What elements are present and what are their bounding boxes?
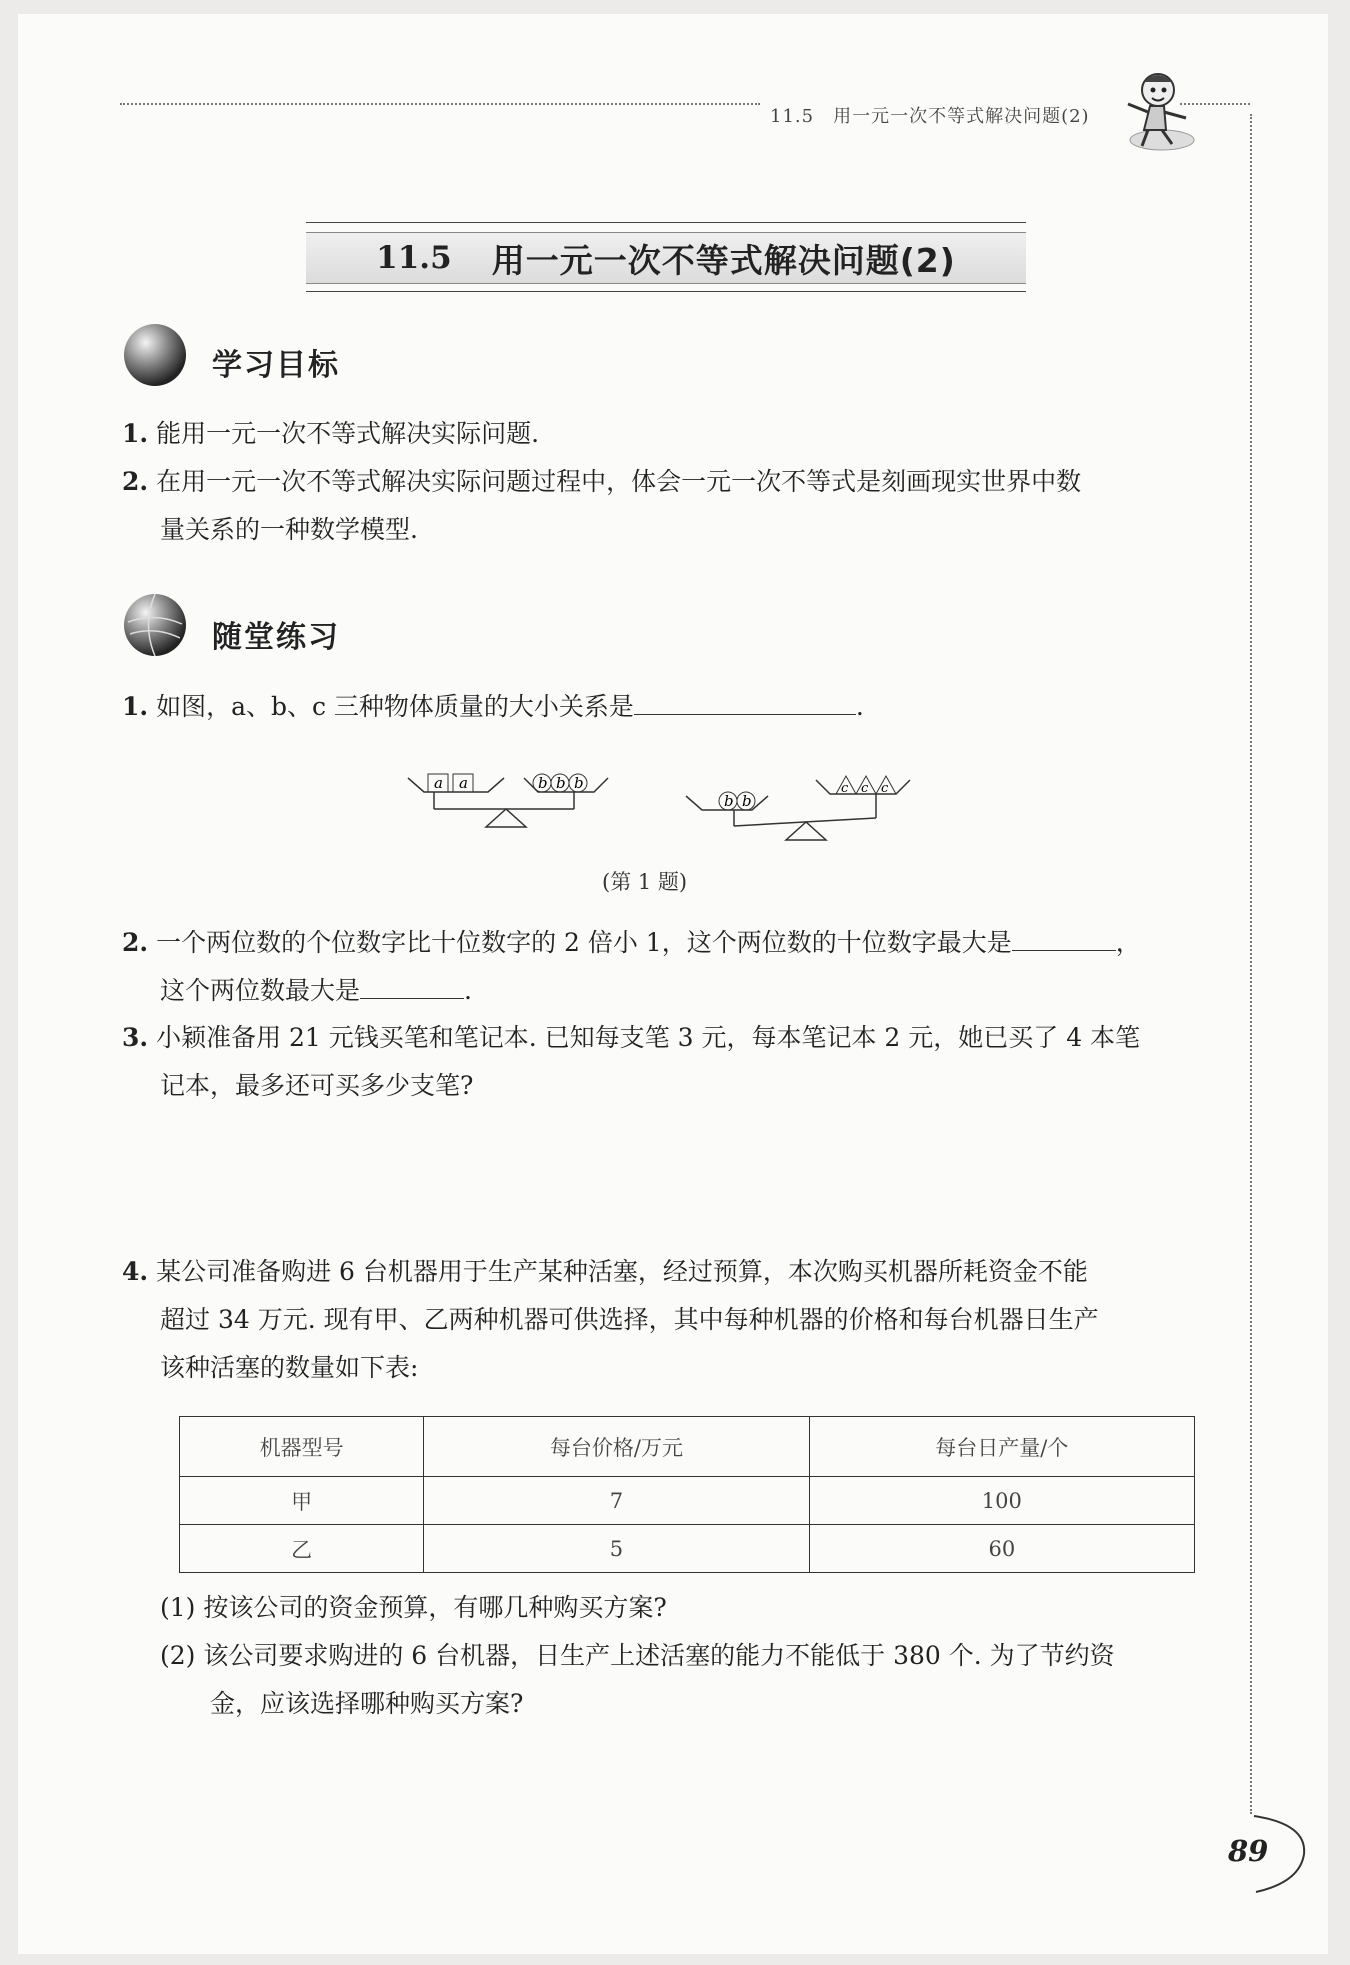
label-b: b — [724, 792, 734, 810]
globe-icon — [122, 322, 188, 388]
table-cell: 60 — [809, 1525, 1194, 1573]
title-band — [306, 232, 1026, 284]
header-rule-left — [120, 103, 760, 105]
page-edge-rule — [1250, 114, 1252, 1814]
page-number: 89 — [1228, 1834, 1269, 1868]
question-text: 小颖准备用 21 元钱买笔和笔记本. 已知每支笔 3 元，每本笔记本 2 元，她已买了 4 本笔 — [156, 1023, 1141, 1052]
question-4-sub-2: (2) 该公司要求购进的 6 台机器，日生产上述活塞的能力不能低于 380 个. 为了节约资 — [160, 1641, 1115, 1670]
table-row — [180, 1525, 1195, 1573]
table-header: 机器型号 — [180, 1417, 424, 1477]
goal-item-1 — [122, 418, 539, 450]
label-c: c — [881, 781, 889, 796]
question-number: 2. — [122, 928, 149, 957]
answer-blank[interactable] — [360, 974, 464, 999]
question-2 — [122, 926, 1141, 959]
title-number: 11.5 — [376, 240, 452, 276]
machine-table — [179, 1416, 1195, 1573]
question-2-cont — [160, 974, 472, 1007]
left-balance — [408, 774, 608, 827]
page — [18, 14, 1328, 1954]
table-header-row — [180, 1417, 1195, 1477]
question-number: 1. — [122, 692, 149, 721]
label-c: c — [861, 781, 869, 796]
balance-scale-figure — [406, 764, 936, 854]
goal-item-text: 在用一元一次不等式解决实际问题过程中，体会一元一次不等式是刻画现实世界中数 — [156, 467, 1082, 496]
table-cell: 乙 — [180, 1525, 424, 1573]
mascot-icon — [1120, 68, 1200, 158]
question-end: ， — [1115, 928, 1141, 957]
goal-item-2 — [122, 466, 1081, 498]
table-row — [180, 1477, 1195, 1525]
question-4-sub-1: (1) 按该公司的资金预算，有哪几种购买方案? — [160, 1593, 667, 1622]
question-3 — [122, 1022, 1140, 1054]
question-number: 4. — [122, 1257, 149, 1286]
label-b: b — [742, 792, 752, 810]
question-4 — [122, 1256, 1088, 1288]
table-cell: 7 — [424, 1477, 809, 1525]
question-end: . — [855, 692, 864, 721]
question-3-cont: 记本，最多还可买多少支笔? — [160, 1071, 474, 1100]
question-text: 如图，a、b、c 三种物体质量的大小关系是 — [156, 692, 634, 721]
table-cell: 100 — [809, 1477, 1194, 1525]
label-a: a — [459, 774, 468, 792]
label-a: a — [434, 774, 443, 792]
globe-icon — [122, 592, 188, 658]
label-b: b — [538, 774, 548, 792]
label-b: b — [556, 774, 566, 792]
question-text: 一个两位数的个位数字比十位数字的 2 倍小 1，这个两位数的十位数字最大是 — [156, 928, 1012, 957]
goal-item-number: 1. — [122, 419, 149, 448]
table-header: 每台日产量/个 — [809, 1417, 1194, 1477]
running-title: 11.5 用一元一次不等式解决问题(2) — [770, 106, 1090, 127]
table-header: 每台价格/万元 — [424, 1417, 809, 1477]
label-b: b — [574, 774, 584, 792]
right-balance — [686, 776, 910, 840]
goal-item-2-cont: 量关系的一种数学模型. — [160, 515, 418, 544]
section-practice-title: 随堂练习 — [212, 620, 340, 655]
question-end: . — [464, 976, 472, 1005]
lesson-title — [306, 222, 1026, 292]
answer-blank[interactable] — [634, 690, 856, 715]
table-cell: 甲 — [180, 1477, 424, 1525]
table-cell: 5 — [424, 1525, 809, 1573]
question-text: 某公司准备购进 6 台机器用于生产某种活塞，经过预算，本次购买机器所耗资金不能 — [156, 1257, 1088, 1286]
goal-item-number: 2. — [122, 467, 149, 496]
title-text: 用一元一次不等式解决问题(2) — [491, 240, 956, 280]
section-goals-title: 学习目标 — [212, 348, 340, 383]
question-4-cont: 该种活塞的数量如下表: — [160, 1353, 419, 1382]
question-4-cont: 超过 34 万元. 现有甲、乙两种机器可供选择，其中每种机器的价格和每台机器日生产 — [160, 1305, 1099, 1334]
figure-caption: (第 1 题) — [602, 870, 688, 894]
answer-blank[interactable] — [1012, 926, 1116, 951]
label-c: c — [841, 781, 849, 796]
question-number: 3. — [122, 1023, 149, 1052]
question-4-sub-2-cont: 金，应该选择哪种购买方案? — [210, 1689, 524, 1718]
question-text: 这个两位数最大是 — [160, 976, 361, 1005]
goal-item-text: 能用一元一次不等式解决实际问题. — [156, 419, 540, 448]
question-1 — [122, 690, 864, 723]
